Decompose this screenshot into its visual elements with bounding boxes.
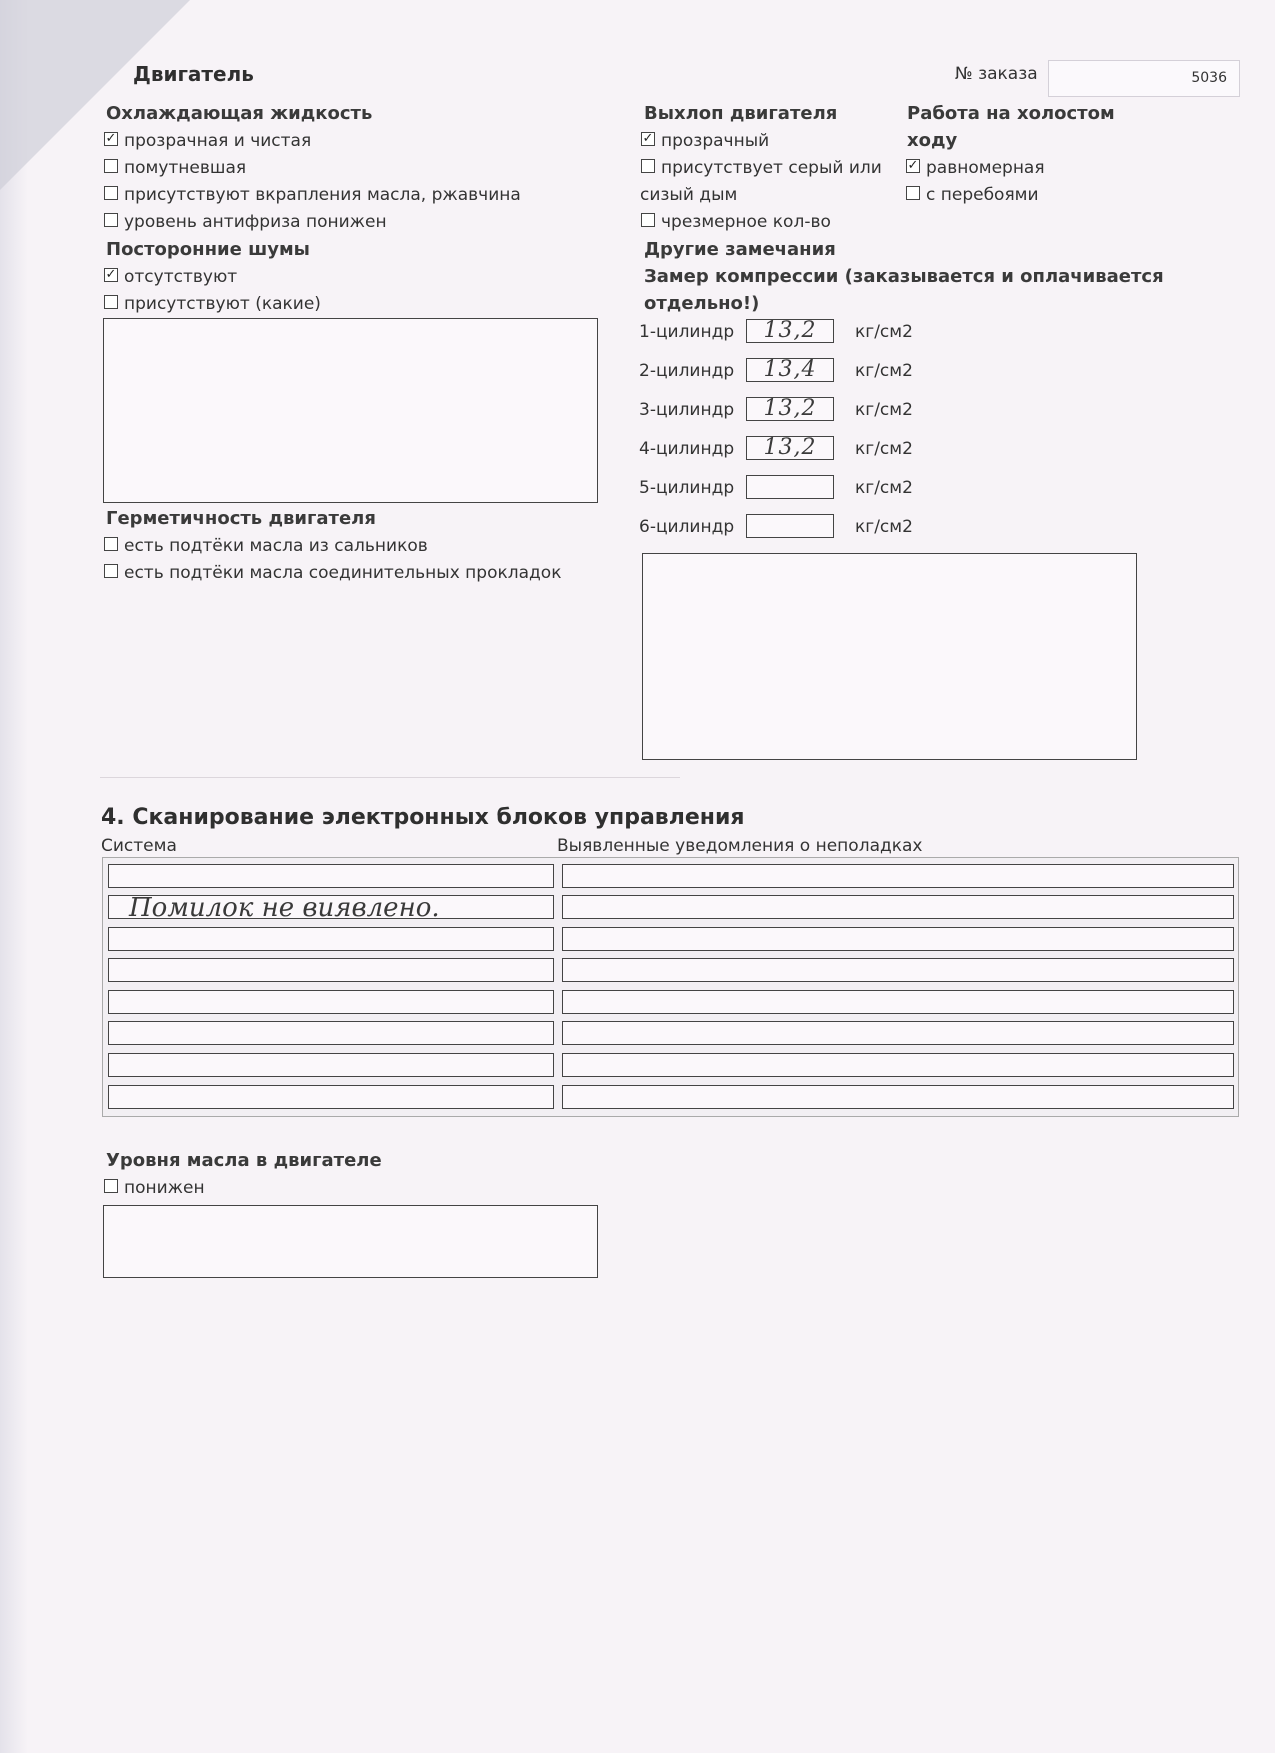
cylinder-2-unit: кг/см2 — [855, 361, 913, 381]
other-remarks-box[interactable] — [642, 553, 1137, 760]
noise-option-present[interactable]: присутствуют (какие) — [104, 294, 321, 314]
scan-faults-cell[interactable] — [562, 927, 1234, 951]
scan-faults-cell[interactable] — [562, 958, 1234, 982]
exhaust-title: Выхлоп двигателя — [644, 103, 838, 124]
scan-handwritten-note: Помилок не виявлено. — [129, 893, 440, 923]
cylinder-4-value[interactable]: 13,2 — [746, 436, 834, 460]
sealing-option-seals[interactable]: есть подтёки масла из сальников — [104, 536, 428, 556]
scan-faults-cell[interactable] — [562, 864, 1234, 888]
checkbox-icon[interactable] — [104, 159, 118, 173]
section-divider — [100, 777, 680, 778]
exhaust-option-excessive[interactable]: чрезмерное кол-во — [641, 212, 831, 232]
scan-system-cell[interactable] — [108, 958, 554, 982]
sealing-title: Герметичность двигателя — [106, 508, 376, 529]
scan-col-system: Система — [101, 836, 177, 856]
oil-notes-box[interactable] — [103, 1205, 598, 1278]
coolant-option-cloudy[interactable]: помутневшая — [104, 158, 246, 178]
cylinder-6-value[interactable] — [746, 514, 834, 538]
cylinder-6-unit: кг/см2 — [855, 517, 913, 537]
scan-system-cell[interactable] — [108, 1021, 554, 1045]
idle-title-line1: Работа на холостом — [907, 103, 1115, 124]
cylinder-2-label: 2-цилиндр — [639, 361, 735, 381]
scan-system-cell[interactable] — [108, 1085, 554, 1109]
cylinder-3-label: 3-цилиндр — [639, 400, 735, 420]
noise-option-absent[interactable]: ✓ отсутствуют — [105, 267, 238, 287]
checkbox-icon[interactable] — [104, 564, 118, 578]
section-title: Двигатель — [133, 62, 254, 86]
cylinder-1-value[interactable]: 13,2 — [746, 319, 834, 343]
cylinder-1-label: 1-цилиндр — [639, 322, 735, 342]
scan-system-cell[interactable] — [108, 1053, 554, 1077]
exhaust-option-clear[interactable]: ✓ прозрачный — [642, 131, 770, 151]
checkbox-icon[interactable] — [104, 1179, 118, 1193]
scan-system-cell[interactable] — [108, 893, 554, 923]
scan-system-cell[interactable] — [108, 864, 554, 888]
idle-option-smooth[interactable]: ✓ равномерная — [907, 158, 1045, 178]
coolant-option-oil-rust[interactable]: присутствуют вкрапления масла, ржавчина — [104, 185, 521, 205]
order-label: № заказа — [955, 64, 1038, 84]
scan-col-faults: Выявленные уведомления о неполадках — [557, 836, 923, 856]
checkbox-icon[interactable] — [104, 537, 118, 551]
checkbox-icon[interactable] — [641, 213, 655, 227]
scan-faults-cell[interactable] — [562, 1053, 1234, 1077]
other-remarks-title: Другие замечания — [644, 239, 836, 260]
cylinder-6-label: 6-цилиндр — [639, 517, 735, 537]
noise-notes-box[interactable] — [103, 318, 598, 503]
scan-faults-cell[interactable] — [562, 895, 1234, 919]
scan-system-cell[interactable] — [108, 990, 554, 1014]
cylinder-3-unit: кг/см2 — [855, 400, 913, 420]
compression-title-line2: отдельно!) — [644, 293, 760, 314]
cylinder-3-value[interactable]: 13,2 — [746, 397, 834, 421]
exhaust-option-smoke[interactable]: присутствует серый или — [641, 158, 882, 178]
coolant-title: Охлаждающая жидкость — [106, 103, 373, 124]
coolant-option-clear[interactable]: ✓ прозрачная и чистая — [105, 131, 312, 151]
checkbox-checked-icon[interactable]: ✓ — [105, 131, 117, 146]
checkbox-checked-icon[interactable]: ✓ — [642, 131, 654, 146]
scan-faults-cell[interactable] — [562, 1021, 1234, 1045]
checkbox-checked-icon[interactable]: ✓ — [907, 158, 919, 173]
order-number-field[interactable]: 5036 — [1048, 60, 1240, 97]
oil-option-low[interactable]: понижен — [104, 1178, 205, 1198]
coolant-option-low-level[interactable]: уровень антифриза понижен — [104, 212, 387, 232]
checkbox-icon[interactable] — [104, 213, 118, 227]
checkbox-icon[interactable] — [104, 295, 118, 309]
cylinder-5-value[interactable] — [746, 475, 834, 499]
cylinder-1-unit: кг/см2 — [855, 322, 913, 342]
idle-option-rough[interactable]: с перебоями — [906, 185, 1039, 205]
checkbox-icon[interactable] — [906, 186, 920, 200]
cylinder-5-label: 5-цилиндр — [639, 478, 735, 498]
cylinder-4-unit: кг/см2 — [855, 439, 913, 459]
sealing-option-gaskets[interactable]: есть подтёки масла соединительных прокладок — [104, 563, 561, 583]
checkbox-icon[interactable] — [641, 159, 655, 173]
cylinder-5-unit: кг/см2 — [855, 478, 913, 498]
compression-title-line1: Замер компрессии (заказывается и оплачивается — [644, 266, 1164, 287]
cylinder-4-label: 4-цилиндр — [639, 439, 735, 459]
checkbox-checked-icon[interactable]: ✓ — [105, 267, 117, 282]
oil-title: Уровня масла в двигателе — [106, 1150, 382, 1171]
noise-title: Посторонние шумы — [106, 239, 310, 260]
checkbox-icon[interactable] — [104, 186, 118, 200]
scan-faults-cell[interactable] — [562, 1085, 1234, 1109]
idle-title-line2: ходу — [907, 130, 958, 151]
scan-title: 4. Сканирование электронных блоков управления — [101, 805, 745, 830]
paper-edge — [0, 0, 28, 1753]
scan-faults-cell[interactable] — [562, 990, 1234, 1014]
cylinder-2-value[interactable]: 13,4 — [746, 358, 834, 382]
exhaust-option-smoke-line2: сизый дым — [640, 185, 738, 205]
scan-system-cell[interactable] — [108, 927, 554, 951]
